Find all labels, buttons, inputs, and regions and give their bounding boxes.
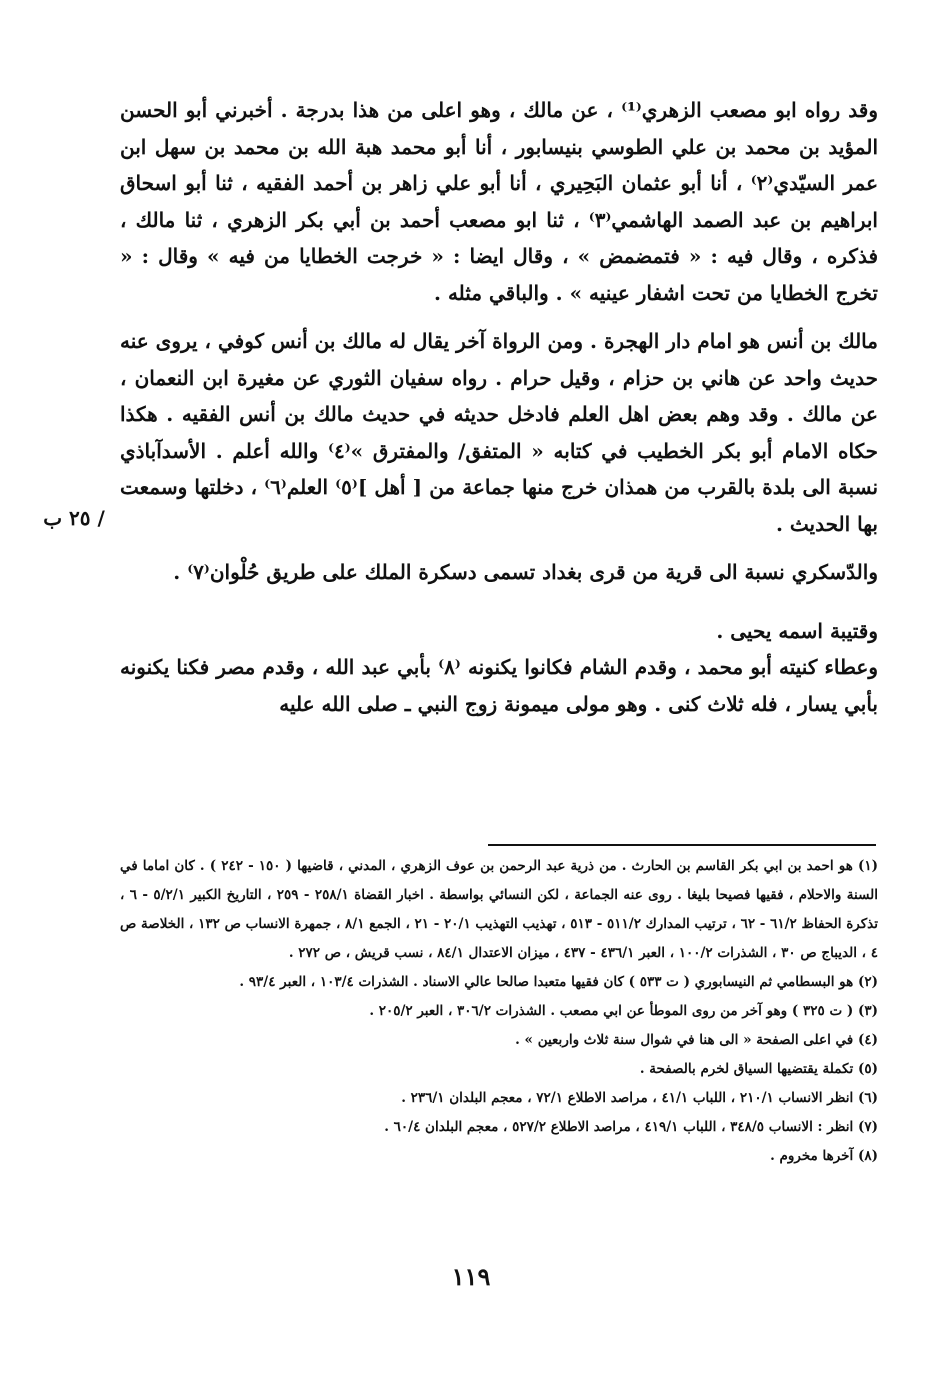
footnote-5: (٥) تكملة يقتضيها السياق لخرم بالصفحة . [639,1061,878,1077]
page-number: ١١٩ [451,1262,491,1291]
footnote-4: (٤) في اعلى الصفحة « الى هنا في شوال سنة ثلاث واربعين » . [515,1032,878,1048]
paragraph-5: وعطاء كنيته أبو محمد ، وقدم الشام فكانوا يكنونه ⁽٨⁾ بأبي عبد الله ، وقدم مصر فكنا يكنونه بأبي يسار ، فله ثلاث كنى . وهو مولى ميمونة زوج النبي ـ صلى الله عليه [120,655,878,716]
footnote-6: (٦) انظر الانساب ٢١٠/١ ، اللباب ٤١/١ ، مراصد الاطلاع ٧٢/١ ، معجم البلدان ٢٣٦/١ . [401,1090,878,1106]
footnote-3: (٣) ( ت ٣٢٥ ) وهو آخر من روى الموطأ عن ابي مصعب . الشذرات ٣٠٦/٢ ، العبر ٢٠٥/٢ . [369,1003,878,1019]
footnote-7: (٧) انظر : الانساب ٣٤٨/٥ ، اللباب ٤١٩/١ ، مراصد الاطلاع ٥٢٧/٢ ، معجم البلدان ٦٠/٤ . [384,1119,878,1135]
paragraph-1: وقد رواه ابو مصعب الزهري⁽¹⁾ ، عن مالك ، وهو اعلى من هذا بدرجة . أخبرني أبو الحسن المؤيد بن محمد بن علي الطوسي بنيسابور ، أنا أبو محمد هبة الله بن محمد بن سهل ابن عمر السيّدي⁽٢⁾ ، أنا أبو عثمان البَحِيري ، أنا أبو علي زاهر بن أحمد الفقيه ، ثنا أبو اسحاق ابراهيم بن عبد الصمد الهاشمي⁽٣⁾ ، ثنا ابو مصعب أحمد بن أبي بكر الزهري ، ثنا مالك ، فذكره ، وقال فيه : « فتمضمض » ، وقال ايضا : « خرجت الخطايا من فيه » وقال : « تخرج الخطايا من تحت اشفار عينيه » . والباقي مثله . [120,98,878,305]
footnote-8: (٨) آخرها مخروم . [770,1148,878,1164]
paragraph-2: مالك بن أنس هو امام دار الهجرة . ومن الرواة آخر يقال له مالك بن أنس كوفي ، يروى عنه حديث واحد عن هاني بن حزام ، وقيل حرام . رواه سفيان الثوري عن مغيرة ابن النعمان ، عن مالك . وقد وهم بعض اهل العلم فادخل حديثه في حديث مالك بن أنس الفقيه . هكذا حكاه الامام أبو بكر الخطيب في كتابه « المتفق/ والمفترق »⁽٤⁾ والله أعلم . الأسدآباذي نسبة الى بلدة بالقرب من همذان خرج منها جماعة من [ أهل ]⁽٥⁾ العلم⁽٦⁾ ، دخلتها وسمعت بها الحديث . [120,329,879,536]
footnotes [120,852,878,1171]
footnote-2: (٢) هو البسطامي ثم النيسابوري ( ت ٥٣٣ ) كان فقيها متعبدا صالحا عالي الاسناد . الشذرات ١٠٣/٤ ، العبر ٩٣/٤ . [239,974,878,990]
paragraph-3: والدّسكري نسبة الى قرية من قرى بغداد تسمى دسكرة الملك على طريق حُلْوان⁽٧⁾ . [173,560,878,584]
footnote-1: (١) هو احمد بن ابي بكر القاسم بن الحارث . من ذرية عبد الرحمن بن عوف الزهري ، المدني ، قاضيها ( ١٥٠ - ٢٤٢ ) . كان اماما في السنة والاحلام ، فقيها فصيحا بليغا . روى عنه الجماعة ، لكن النسائي بواسطة . اخبار القضاة ٢٥٨/١ - ٢٥٩ ، التاريخ الكبير ٥/٢/١ - ٦ ، تذكرة الحفاظ ٦١/٢ - ٦٢ ، ترتيب المدارك ٥١١/٢ - ٥١٣ ، تهذيب التهذيب ٢٠/١ - ٢١ ، الجمع ٨/١ ، جمهرة الانساب ص ١٣٢ ، الخلاصة ص ٤ ، الديباج ص ٣٠ ، الشذرات ١٠٠/٢ ، العبر ٤٣٦/١ - ٤٣٧ ، ميزان الاعتدال ٨٤/١ ، نسب قريش ، ص ٢٧٢ . [120,858,878,961]
paragraph-4: وقتيبة اسمه يحيى . [716,618,878,643]
main-text [120,92,878,722]
footnote-separator [488,844,876,846]
margin-folio-note: / ٢٥ ب [43,506,105,530]
